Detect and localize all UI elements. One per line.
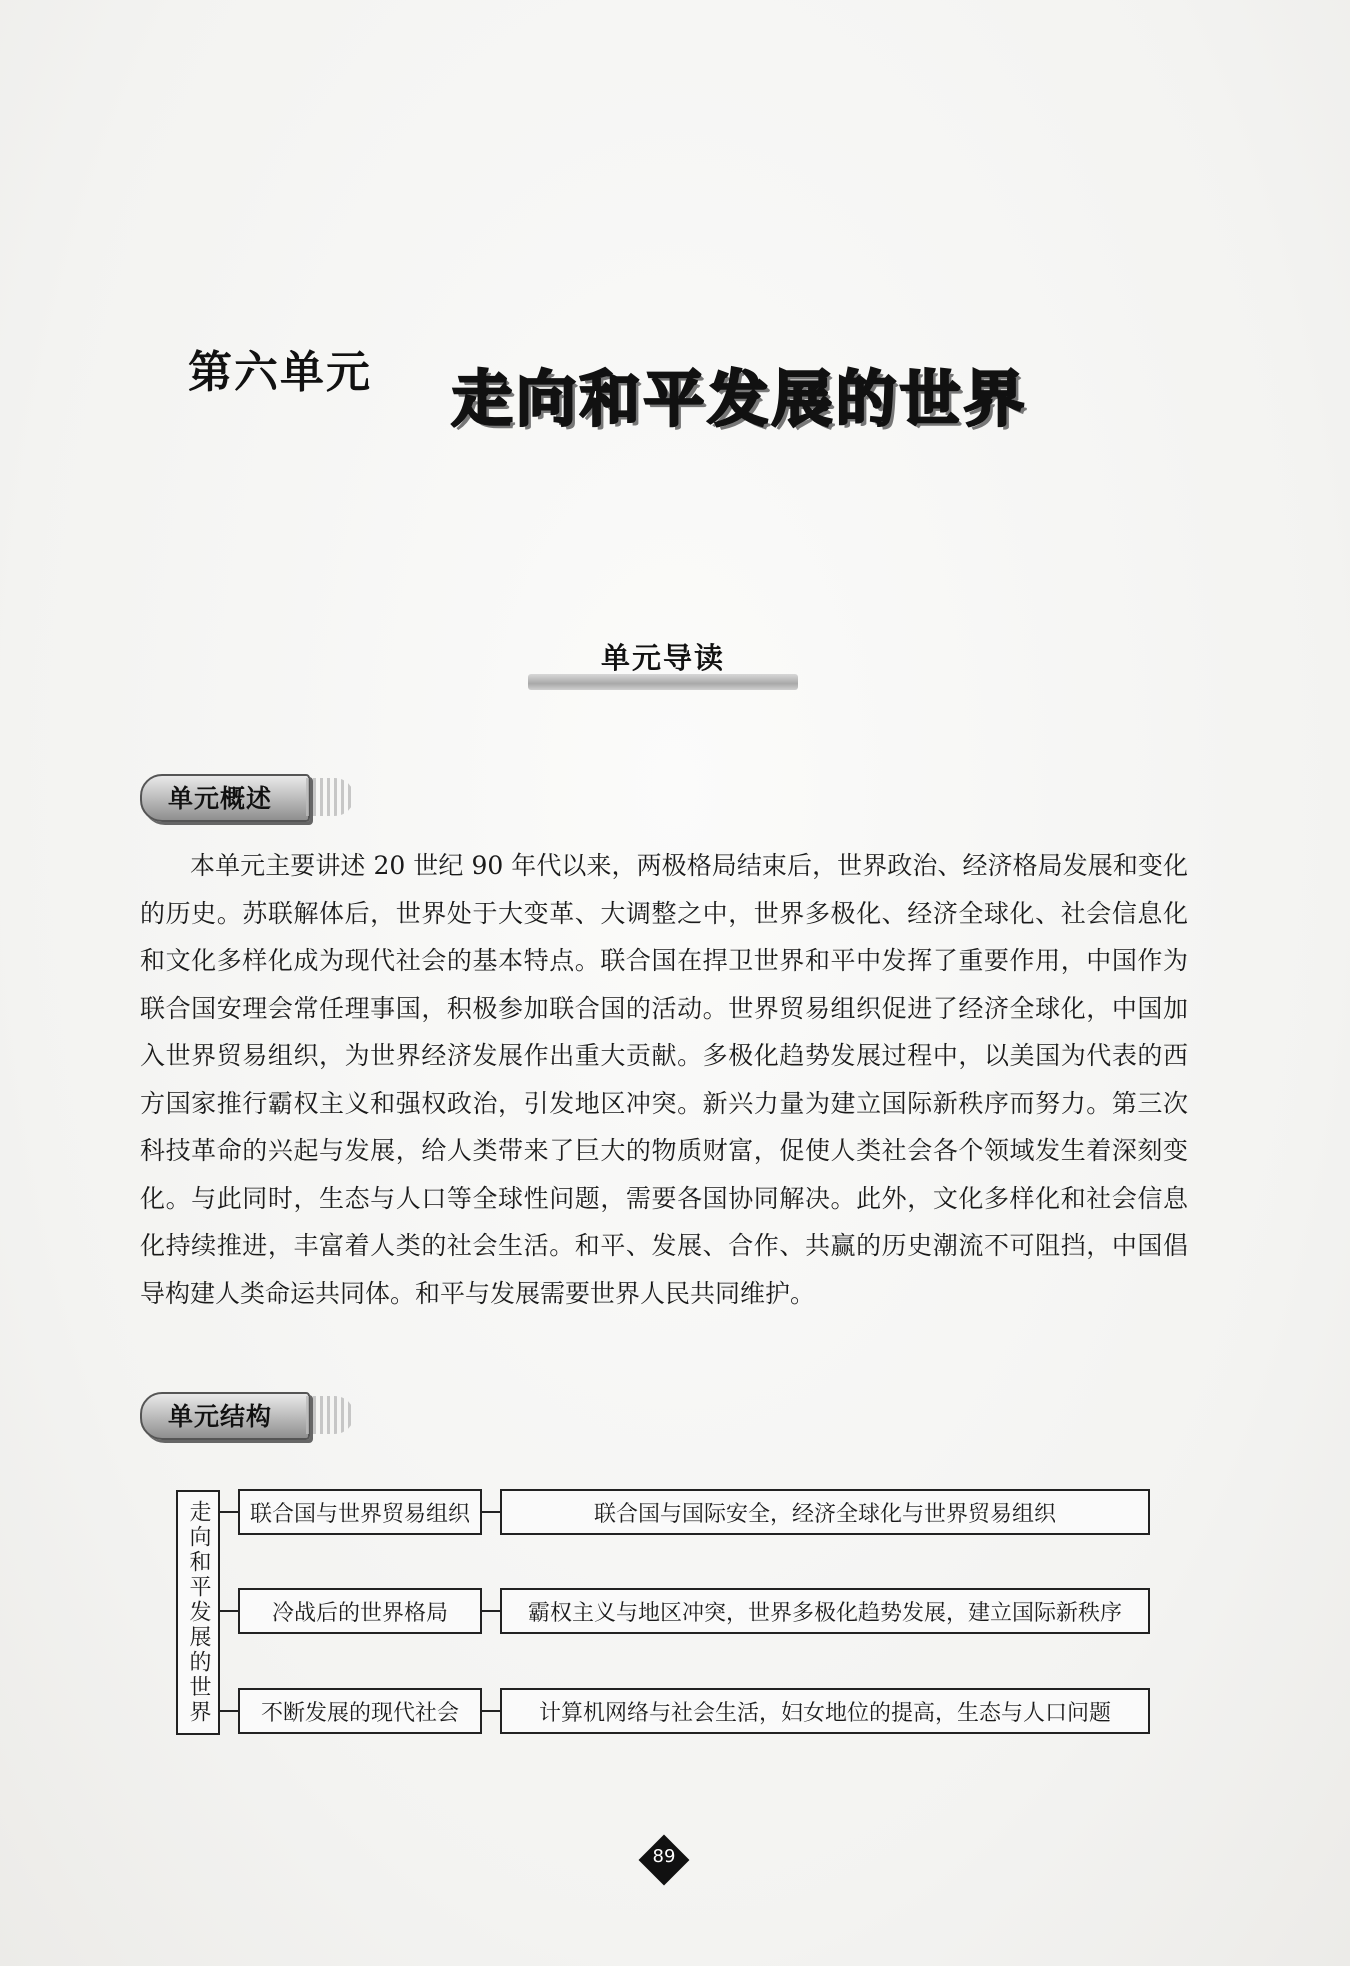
lesson-box-2 xyxy=(238,1588,482,1634)
structure-heading: 单元结构 xyxy=(168,1402,273,1431)
section-tag-stripes xyxy=(306,778,354,816)
unit-guide-header xyxy=(528,636,798,696)
structure-section-tag xyxy=(140,1392,355,1440)
lesson-label: 联合国与世界贸易组织 xyxy=(249,1501,470,1527)
lesson-label: 不断发展的现代社会 xyxy=(260,1700,459,1726)
topics-box-1 xyxy=(500,1489,1150,1535)
overview-section-tag xyxy=(140,774,355,822)
section-tag-stripes xyxy=(306,1396,354,1434)
overview-heading: 单元概述 xyxy=(168,784,273,813)
topics-box-3 xyxy=(500,1688,1150,1734)
page-number-badge xyxy=(638,1834,690,1886)
lesson-label: 冷战后的世界格局 xyxy=(271,1600,448,1626)
unit-title: 走向和平发展的世界 xyxy=(452,365,1028,435)
lesson-box-3 xyxy=(238,1688,482,1734)
guide-title: 单元导读 xyxy=(600,641,725,675)
topics-box-2 xyxy=(500,1588,1150,1634)
lesson-box-1 xyxy=(238,1489,482,1535)
topics-label: 计算机网络与社会生活，妇女地位的提高，生态与人口问题 xyxy=(538,1700,1111,1726)
structure-root-label: 走向和平发展的世界 xyxy=(186,1500,211,1725)
unit-label: 第六单元 xyxy=(188,347,372,398)
page-number: 89 xyxy=(652,1846,676,1867)
overview-paragraph: 本单元主要讲述 20 世纪 90 年代以来，两极格局结束后，世界政治、经济格局发展和变化的历史。苏联解体后，世界处于大变革、大调整之中，世界多极化、经济全球化、社会信息化和文化多样化成为现代社会的基本特点。联合国在捍卫世界和平中发挥了重要作用，中国作为联合国安理会常任理事国，积极参加联合国的活动。世界贸易组织促进了经济全球化，中国加入世界贸易组织，为世界经济发展作出重大贡献。多极化趋势发展过程中，以美国为代表的西方国家推行霸权主义和强权政治，引发地区冲突。新兴力量为建立国际新秩序而努力。第三次科技革命的兴起与发展，给人类带来了巨大的物质财富，促使人类社会各个领域发生着深刻变化。与此同时，生态与人口等全球性问题，需要各国协同解决。此外，文化多样化和社会信息化持续推进，丰富着人类的社会生活。和平、发展、合作、共赢的历史潮流不可阻挡，中国倡导构建人类命运共同体。和平与发展需要世界人民共同维护。 xyxy=(140,851,1188,1308)
topics-label: 联合国与国际安全，经济全球化与世界贸易组织 xyxy=(593,1501,1056,1527)
topics-label: 霸权主义与地区冲突，世界多极化趋势发展，建立国际新秩序 xyxy=(527,1600,1122,1626)
structure-root-box xyxy=(176,1490,220,1735)
